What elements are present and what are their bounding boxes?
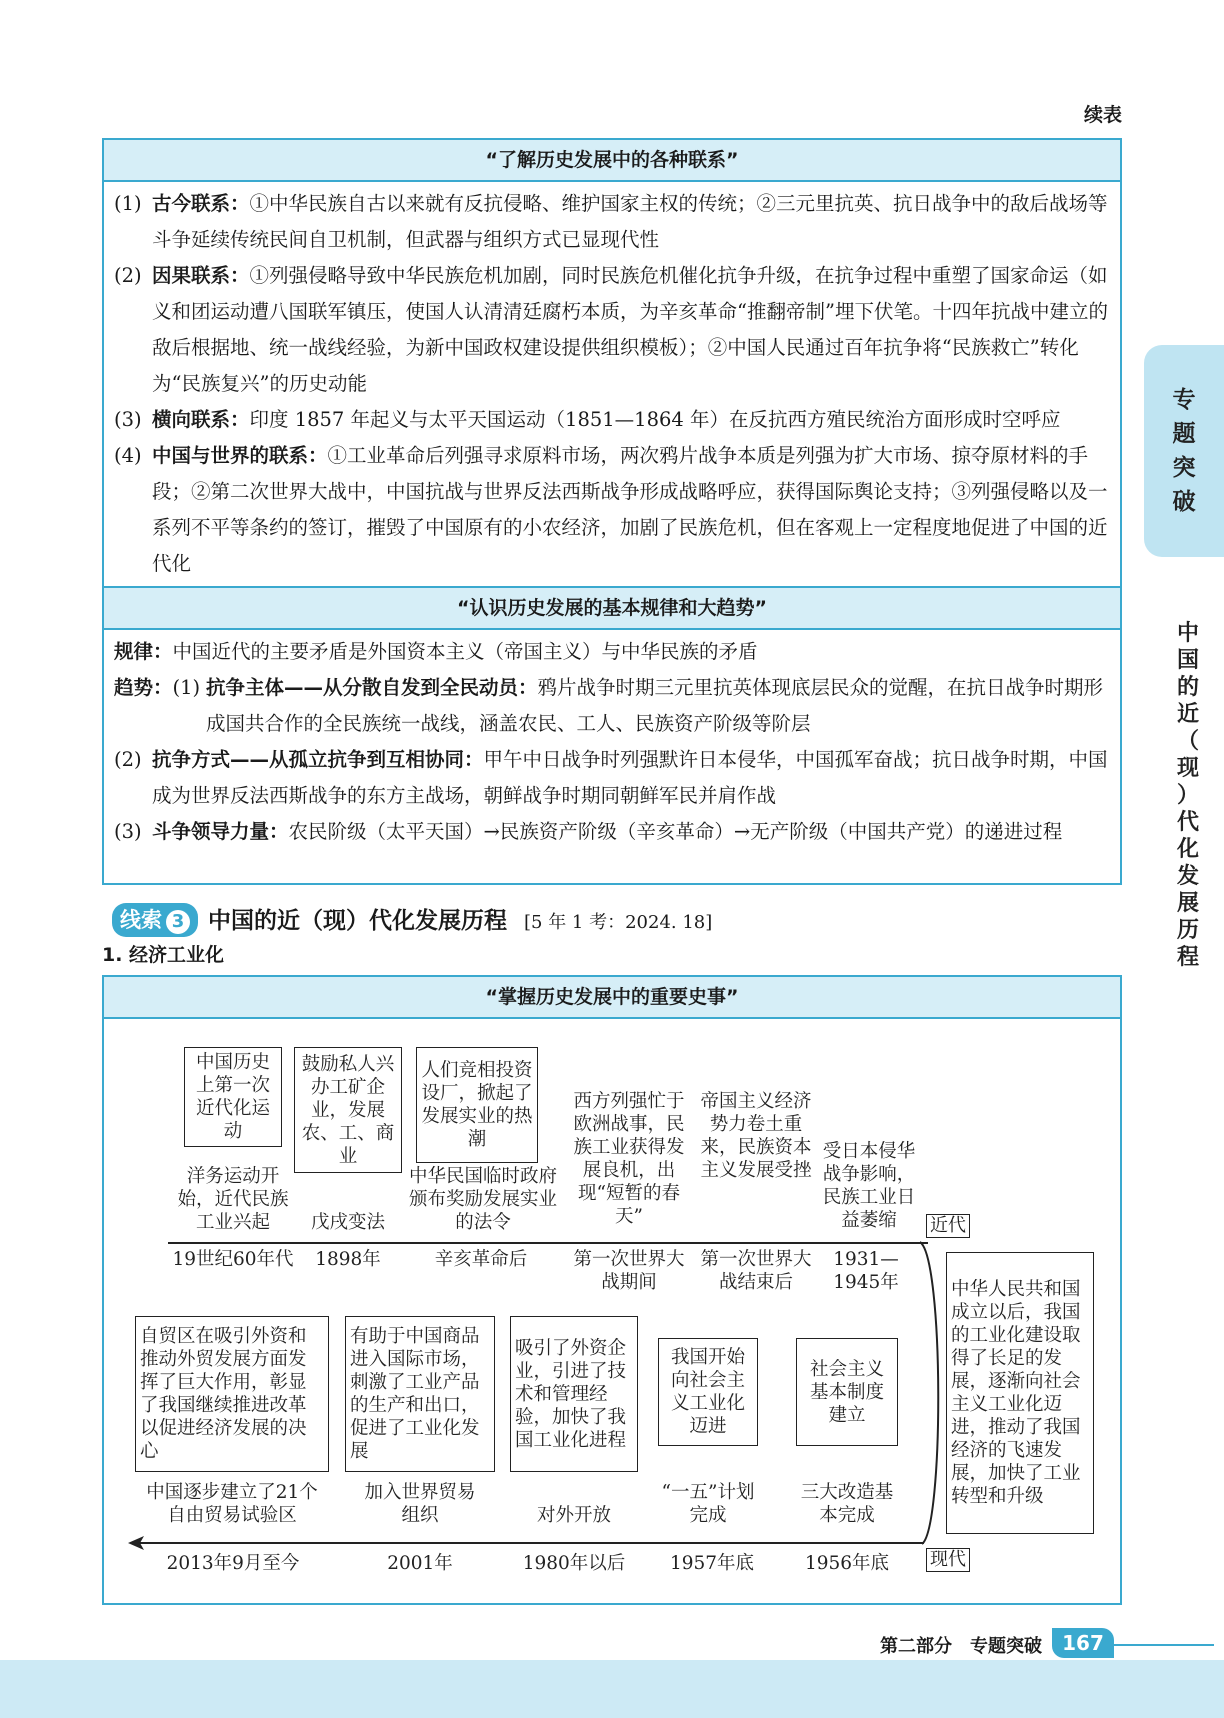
timeline-axis-bottom bbox=[140, 1542, 924, 1544]
subsection-title: 1. 经济工业化 bbox=[102, 944, 225, 966]
timeline-event: “一五”计划完成 bbox=[661, 1482, 755, 1526]
connection-item: (3) 横向联系：印度 1857 年起义与太平天国运动（1851—1864 年）在反抗西方殖民统治方面形成时空呼应 bbox=[114, 408, 1061, 431]
timeline-event: 对外开放 bbox=[536, 1505, 611, 1526]
section-badge: 线索 3 bbox=[112, 903, 198, 937]
timeline-date: 2001年 bbox=[387, 1553, 453, 1574]
connection-label: 中国与世界的联系： bbox=[152, 444, 328, 467]
timeline-event: 西方列强忙于欧洲战事，民族工业获得发展良机，出现“短暂的春天” bbox=[573, 1091, 685, 1227]
timeline-heading: “掌握历史发展中的重要史事” bbox=[104, 977, 1120, 1019]
timeline-box: 社会主义基本制度建立 bbox=[796, 1338, 898, 1446]
footer-section-label: 第二部分 专题突破 bbox=[880, 1636, 1042, 1657]
timeline-event: 中华民国临时政府颁布奖励发展实业的法令 bbox=[408, 1166, 557, 1233]
law-line: 规律：中国近代的主要矛盾是外国资本主义（帝国主义）与中华民族的矛盾 bbox=[114, 640, 758, 663]
footer-band bbox=[0, 1660, 1224, 1718]
history-connections-table bbox=[102, 138, 1122, 885]
timeline-box: 有助于中国商品进入国际市场，刺激了工业产品的生产和出口，促进了工业化发展 bbox=[345, 1316, 495, 1472]
timeline-box: 中国历史上第一次近代化运动 bbox=[184, 1047, 282, 1147]
trend-item: (3) 斗争领导力量：农民阶级（太平天国）→民族资产阶级（辛亥革命）→无产阶级（中国共产党）的递进过程 bbox=[114, 820, 1063, 843]
timeline-date: 1980年以后 bbox=[522, 1553, 626, 1574]
section-exam-note: [5 年 1 考：2024. 18] bbox=[524, 912, 713, 933]
timeline-box: 自贸区在吸引外资和推动外贸发展方面发挥了巨大作用，彰显了我国继续推进改革以促进经济发展的决心 bbox=[135, 1316, 329, 1472]
timeline-date: 第一次世界大战期间 bbox=[573, 1249, 685, 1293]
trends-body bbox=[104, 630, 1120, 854]
connection-item: (4) 中国与世界的联系：①工业革命后列强寻求原料市场，两次鸦片战争本质是列强为扩大市场、掠夺原材料的手段；②第二次世界大战中，中国抗战与世界反法西斯战争形成战略呼应，获得国际舆论支持；③列强侵略以及一系列不平等条约的签订，摧毁了中国原有的小农经济，加剧了民族危机，但在客观上一定程度地促进了中国的近代化 bbox=[114, 444, 1108, 575]
trend-item: 趋势：(1) 抗争主体——从分散自发到全民动员：鸦片战争时期三元里抗英体现底层民众的觉醒，在抗日战争时期形成国共合作的全民族统一战线，涵盖农民、工人、民族资产阶级等阶层 bbox=[114, 676, 1104, 735]
timeline-date: 2013年9月至今 bbox=[166, 1553, 300, 1574]
trend-item: (2) 抗争方式——从孤立抗争到互相协同：甲午中日战争时列强默许日本侵华，中国孤军奋战；抗日战争时期，中国成为世界反法西斯战争的东方主战场，朝鲜战争时期同朝鲜军民并肩作战 bbox=[114, 748, 1108, 807]
timeline-event: 受日本侵华战争影响，民族工业日益萎缩 bbox=[822, 1141, 916, 1231]
timeline-event: 三大改造基本完成 bbox=[800, 1482, 894, 1526]
side-tab-special-topic[interactable]: 专 题 突 破 bbox=[1144, 345, 1224, 557]
connection-text: ①工业革命后列强寻求原料市场，两次鸦片战争本质是列强为扩大市场、掠夺原材料的手段；②第二次世界大战中，中国抗战与世界反法西斯战争形成战略呼应，获得国际舆论支持；③列强侵略以及一系列不平等条约的签订，摧毁了中国原有的小农经济，加剧了民族危机，但在客观上一定程度地促进了中国的近代化 bbox=[152, 444, 1108, 575]
trends-heading: “认识历史发展的基本规律和大趋势” bbox=[104, 586, 1120, 630]
connection-label: 古今联系： bbox=[152, 192, 250, 215]
page-number: 167 bbox=[1052, 1628, 1114, 1658]
timeline-axis-top bbox=[168, 1242, 928, 1244]
timeline-date: 1956年底 bbox=[804, 1553, 890, 1574]
timeline-box: 人们竞相投资设厂，掀起了发展实业的热潮 bbox=[416, 1047, 538, 1163]
timeline-date: 1898年 bbox=[315, 1249, 381, 1270]
era-tag-contemporary: 现代 bbox=[926, 1548, 970, 1572]
timeline-box: 中华人民共和国成立以后，我国的工业化建设取得了长足的发展，逐渐向社会主义工业化迈进，推动了我国经济的飞速发展，加快了工业转型和升级 bbox=[946, 1252, 1094, 1534]
timeline-date: 19世纪60年代 bbox=[172, 1249, 294, 1270]
timeline-box: 吸引了外资企业，引进了技术和管理经验，加快了我国工业化进程 bbox=[510, 1316, 638, 1472]
timeline-date: 辛亥革命后 bbox=[434, 1249, 528, 1270]
timeline-event: 中国逐步建立了21个自由贸易试验区 bbox=[146, 1482, 318, 1526]
connections-heading: “了解历史发展中的各种联系” bbox=[104, 140, 1120, 182]
timeline-event: 加入世界贸易组织 bbox=[364, 1482, 476, 1526]
timeline-box: 我国开始向社会主义工业化迈进 bbox=[658, 1338, 758, 1446]
connection-text: 印度 1857 年起义与太平天国运动（1851—1864 年）在反抗西方殖民统治方面形成时空呼应 bbox=[249, 408, 1061, 431]
connection-label: 因果联系： bbox=[152, 264, 250, 287]
timeline-arrow-icon bbox=[128, 1534, 146, 1552]
connection-text: ①列强侵略导致中华民族危机加剧，同时民族危机催化抗争升级，在抗争过程中重塑了国家命运（如义和团运动遭八国联军镇压，使国人认清清廷腐朽本质，为辛亥革命“推翻帝制”埋下伏笔。十四年抗战中建立的敌后根据地、统一战线经验，为新中国政权建设提供组织模板）；②中国人民通过百年抗争将“民族救亡”转化为“民族复兴”的历史动能 bbox=[152, 264, 1108, 395]
timeline-bracket bbox=[918, 1238, 946, 1548]
timeline-date: 第一次世界大战结束后 bbox=[700, 1249, 812, 1293]
timeline-event: 洋务运动开始，近代民族工业兴起 bbox=[177, 1166, 289, 1233]
side-chapter-title: 中 国 的 近 （ 现 ） 代 化 发 展 历 程 bbox=[1176, 621, 1199, 970]
timeline-date: 1931—1945年 bbox=[833, 1249, 899, 1293]
connection-label: 横向联系： bbox=[152, 408, 250, 431]
era-tag-modern: 近代 bbox=[926, 1214, 970, 1238]
connection-item: (1) 古今联系：①中华民族自古以来就有反抗侵略、维护国家主权的传统；②三元里抗英、抗日战争中的敌后战场等斗争延续传统民间自卫机制，但武器与组织方式已显现代性 bbox=[114, 192, 1108, 251]
section-title: 中国的近（现）代化发展历程 bbox=[208, 908, 507, 934]
timeline-date: 1957年底 bbox=[669, 1553, 755, 1574]
timeline-event: 帝国主义经济势力卷土重来，民族资本主义发展受挫 bbox=[700, 1091, 812, 1181]
timeline-event: 戊戌变法 bbox=[310, 1212, 385, 1233]
connection-text: ①中华民族自古以来就有反抗侵略、维护国家主权的传统；②三元里抗英、抗日战争中的敌后战场等斗争延续传统民间自卫机制，但武器与组织方式已显现代性 bbox=[152, 192, 1108, 251]
connections-body bbox=[104, 182, 1120, 586]
connection-item: (2) 因果联系：①列强侵略导致中华民族危机加剧，同时民族危机催化抗争升级，在抗争过程中重塑了国家命运（如义和团运动遭八国联军镇压，使国人认清清廷腐朽本质，为辛亥革命“推翻帝制”埋下伏笔。十四年抗战中建立的敌后根据地、统一战线经验，为新中国政权建设提供组织模板）；②中国人民通过百年抗争将“民族救亡”转化为“民族复兴”的历史动能 bbox=[114, 264, 1108, 395]
footer-rule bbox=[1114, 1644, 1214, 1646]
continued-label: 续表 bbox=[1083, 104, 1122, 126]
timeline-box: 鼓励私人兴办工矿企业，发展农、工、商业 bbox=[294, 1047, 402, 1173]
